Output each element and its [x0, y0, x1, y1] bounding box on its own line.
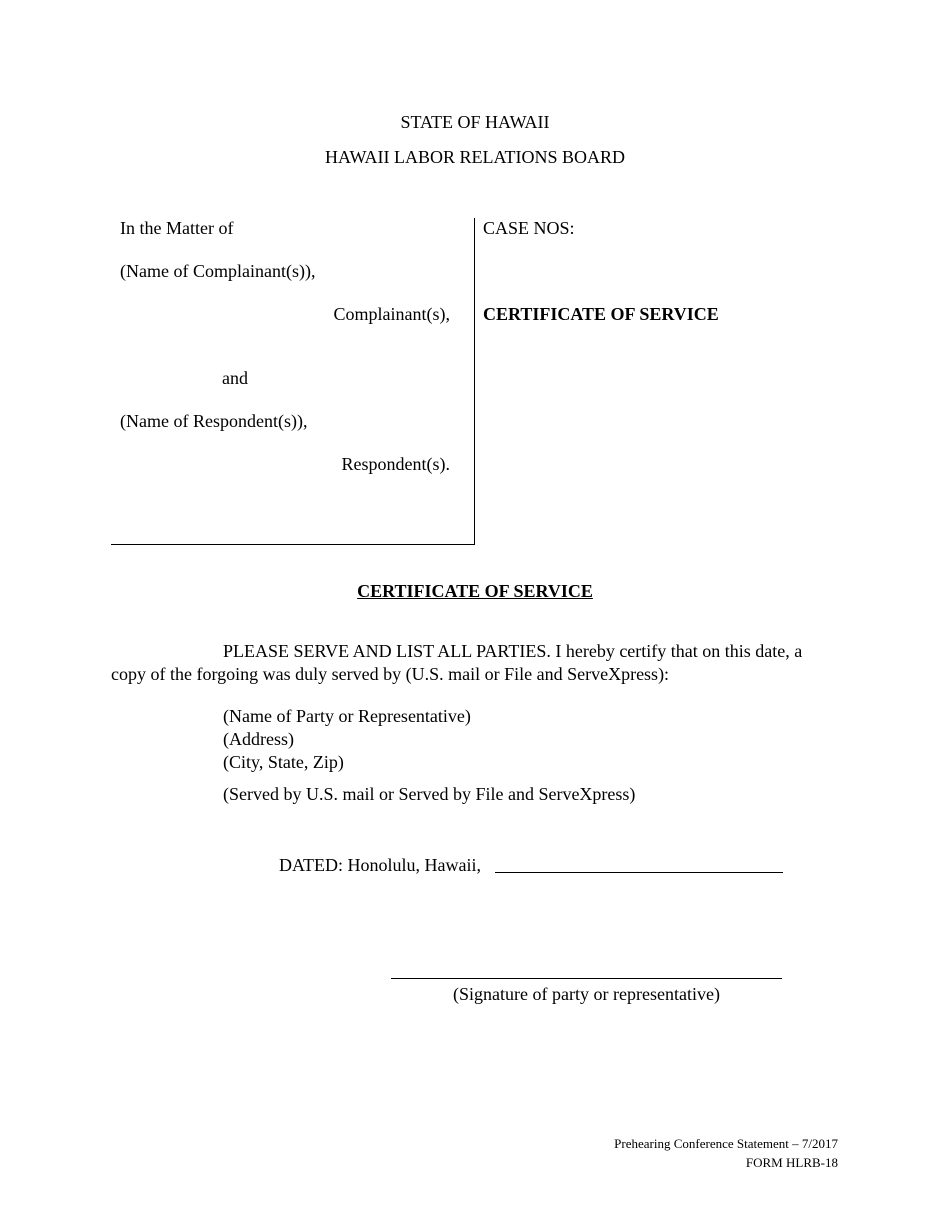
- and-label: and: [222, 368, 248, 388]
- case-nos-label: CASE NOS:: [483, 218, 575, 238]
- signature-line: [391, 978, 782, 979]
- address-placeholder: (Address): [223, 729, 294, 749]
- respondent-name: (Name of Respondent(s)),: [120, 411, 308, 431]
- complainant-role: Complainant(s),: [333, 304, 450, 324]
- signature-caption: (Signature of party or representative): [453, 984, 720, 1004]
- certificate-heading: CERTIFICATE OF SERVICE: [357, 581, 593, 601]
- complainant-name: (Name of Complainant(s)),: [120, 261, 316, 281]
- footer-form-title: Prehearing Conference Statement – 7/2017: [614, 1136, 838, 1151]
- respondent-role: Respondent(s).: [341, 454, 450, 474]
- caption-doc-title: CERTIFICATE OF SERVICE: [483, 304, 719, 324]
- matter-label: In the Matter of: [120, 218, 234, 238]
- party-name-placeholder: (Name of Party or Representative): [223, 706, 471, 726]
- served-by-placeholder: (Served by U.S. mail or Served by File and ServeXpress): [223, 784, 636, 804]
- certificate-body: PLEASE SERVE AND LIST ALL PARTIES. I hereby certify that on this date, a copy of the forgoing was duly served by (U.S. mail or File and ServeXpress):: [111, 641, 803, 684]
- footer-form-number: FORM HLRB-18: [745, 1155, 838, 1170]
- state-heading: STATE OF HAWAII: [400, 112, 550, 132]
- date-line: [495, 872, 783, 873]
- board-heading: HAWAII LABOR RELATIONS BOARD: [324, 147, 626, 167]
- dated-label: DATED: Honolulu, Hawaii,: [279, 855, 481, 875]
- city-state-zip-placeholder: (City, State, Zip): [223, 752, 344, 772]
